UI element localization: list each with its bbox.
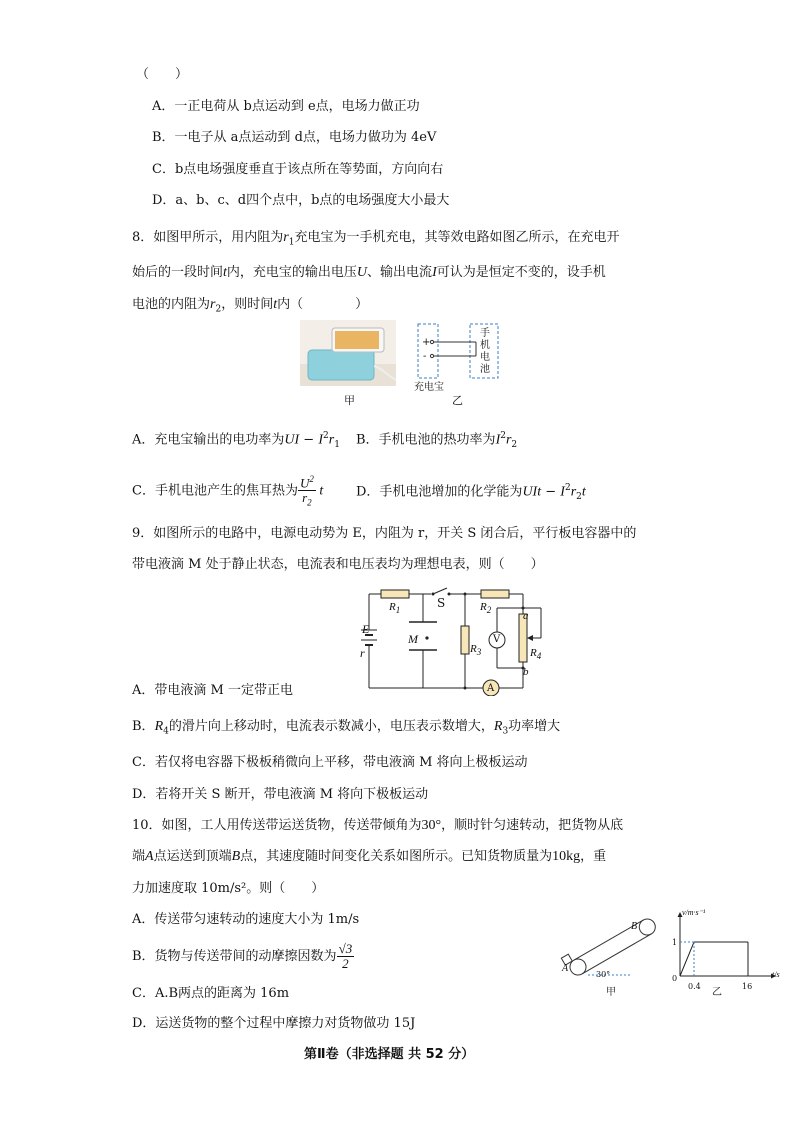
q9-label-b: b bbox=[523, 666, 529, 678]
q8-fig-yi: 乙 bbox=[452, 394, 463, 407]
q8-stem-line2: 始后的一段时间t内，充电宝的输出电压U、输出电流I可认为是恒定不变的，设手机 bbox=[132, 265, 606, 280]
q9-stem-line2: 带电液滴 M 处于静止状态，电流表和电压表均为理想电表，则（ ） bbox=[132, 557, 544, 572]
q10-graph-xtick-0: 0.4 bbox=[688, 982, 701, 991]
r1-resistor bbox=[381, 590, 409, 598]
q10-point-b: B bbox=[631, 921, 638, 932]
q10-fig-yi: 乙 bbox=[712, 987, 722, 998]
q10-option-c: C．A.B两点的距离为 16m bbox=[132, 986, 290, 1001]
r3-resistor bbox=[461, 626, 469, 654]
q9-option-d: D．若将开关 S 断开，带电液滴 M 将向下极板运动 bbox=[132, 787, 429, 802]
q9-label-m: M bbox=[408, 632, 418, 646]
q7-option-b: B．一电子从 a点运动到 d点，电场力做功为 4eV bbox=[152, 130, 437, 145]
q8-minus-sign: - bbox=[423, 351, 427, 362]
q10-graph-origin: 0 bbox=[672, 974, 678, 983]
q9-label-r3: $R_3$ bbox=[470, 643, 482, 658]
q10-point-a: A bbox=[562, 963, 569, 974]
q10-stem-line1: 10．如图，工人用传送带运送货物，传送带倾角为30°，顺时针匀速转动，把货物从底 bbox=[132, 818, 624, 833]
q10-graph-ylabel: v/m·s⁻¹ bbox=[682, 908, 706, 917]
q10-fig-jia: 甲 bbox=[606, 987, 616, 998]
q8-stem-line1: 8．如图甲所示，用内阻为$r_1$充电宝为一手机充电，其等效电路如图乙所示，在充电开 bbox=[132, 230, 620, 248]
q8-battery-label: 手 机 电 池 bbox=[480, 328, 490, 375]
q10-graph-xlabel: t/s bbox=[772, 970, 780, 979]
section-title: 第Ⅱ卷（非选择题 共 52 分） bbox=[304, 1047, 475, 1062]
q7-option-a: A．一正电荷从 b点运动到 e点，电场力做正功 bbox=[152, 99, 420, 114]
r2-resistor bbox=[481, 590, 509, 598]
q9-option-a: A．带电液滴 M 一定带正电 bbox=[132, 683, 293, 698]
q8-option-d: D．手机电池增加的化学能为UIt − $I^2r_2t$ bbox=[356, 483, 586, 502]
q8-fig-jia: 甲 bbox=[344, 394, 355, 407]
q10-conveyor-figure bbox=[560, 915, 670, 981]
q9-label-r1: $R_1$ bbox=[389, 601, 401, 616]
q10-option-b: B．货物与传送带间的动摩擦因数为 $\frac{√3}{2}$ bbox=[132, 941, 353, 971]
q10-graph-ytick: 1 bbox=[672, 938, 678, 947]
q7-paren: （ ） bbox=[136, 67, 189, 82]
q10-graph-xtick-1: 16 bbox=[742, 982, 753, 991]
q9-option-c: C．若仅将电容器下极板稍微向上平移，带电液滴 M 将向上极板运动 bbox=[132, 755, 528, 770]
q10-stem-line2: 端A点运送到顶端B点，其速度随时间变化关系如图所示。已知货物质量为10kg，重 bbox=[132, 849, 607, 864]
q8-option-a: A．充电宝输出的电功率为UI − $I^2r_1$ bbox=[132, 431, 340, 450]
q9-label-r4: $R_4$ bbox=[530, 647, 542, 662]
q9-voltmeter-label: V bbox=[493, 634, 501, 645]
q7-option-c: C．b点电场强度垂直于该点所在等势面，方向向右 bbox=[152, 162, 444, 177]
q8-stem-line3: 电池的内阻为$r_2$，则时间t内（ ） bbox=[132, 297, 369, 315]
q8-option-b: B．手机电池的热功率为$I^2r_2$ bbox=[356, 431, 518, 450]
q9-option-b: B．$R_4$的滑片向上移动时，电流表示数减小，电压表示数增大，$R_3$功率增大 bbox=[132, 719, 561, 737]
q10-stem-line3: 力加速度取 10m/s²。则（ ） bbox=[132, 881, 325, 896]
q9-label-a: a bbox=[523, 610, 529, 622]
q9-ammeter-label: A bbox=[487, 683, 495, 694]
q9-stem-line1: 9．如图所示的电路中，电源电动势为 E，内阻为 r，开关 S 闭合后，平行板电容器中的 bbox=[132, 526, 637, 541]
q8-plus-sign: + bbox=[422, 337, 431, 348]
q8-photo-figure bbox=[300, 320, 396, 386]
q8-option-c: C．手机电池产生的焦耳热为 $\frac{U^2}{r_2}$ t bbox=[132, 474, 324, 508]
q10-option-d: D．运送货物的整个过程中摩擦力对货物做功 15J bbox=[132, 1016, 416, 1031]
velocity-line bbox=[680, 942, 748, 976]
q9-label-r: r bbox=[360, 646, 365, 660]
q9-label-r2: $R_2$ bbox=[480, 601, 492, 616]
q10-angle-label: 30° bbox=[596, 970, 611, 979]
q9-label-e: E bbox=[362, 622, 370, 636]
q10-option-a: A．传送带匀速转动的速度大小为 1m/s bbox=[132, 912, 360, 927]
q8-charger-label: 充电宝 bbox=[414, 382, 444, 393]
q7-option-d: D．a、b、c、d四个点中，b点的电场强度大小最大 bbox=[152, 193, 450, 208]
q9-label-s: S bbox=[437, 596, 446, 610]
